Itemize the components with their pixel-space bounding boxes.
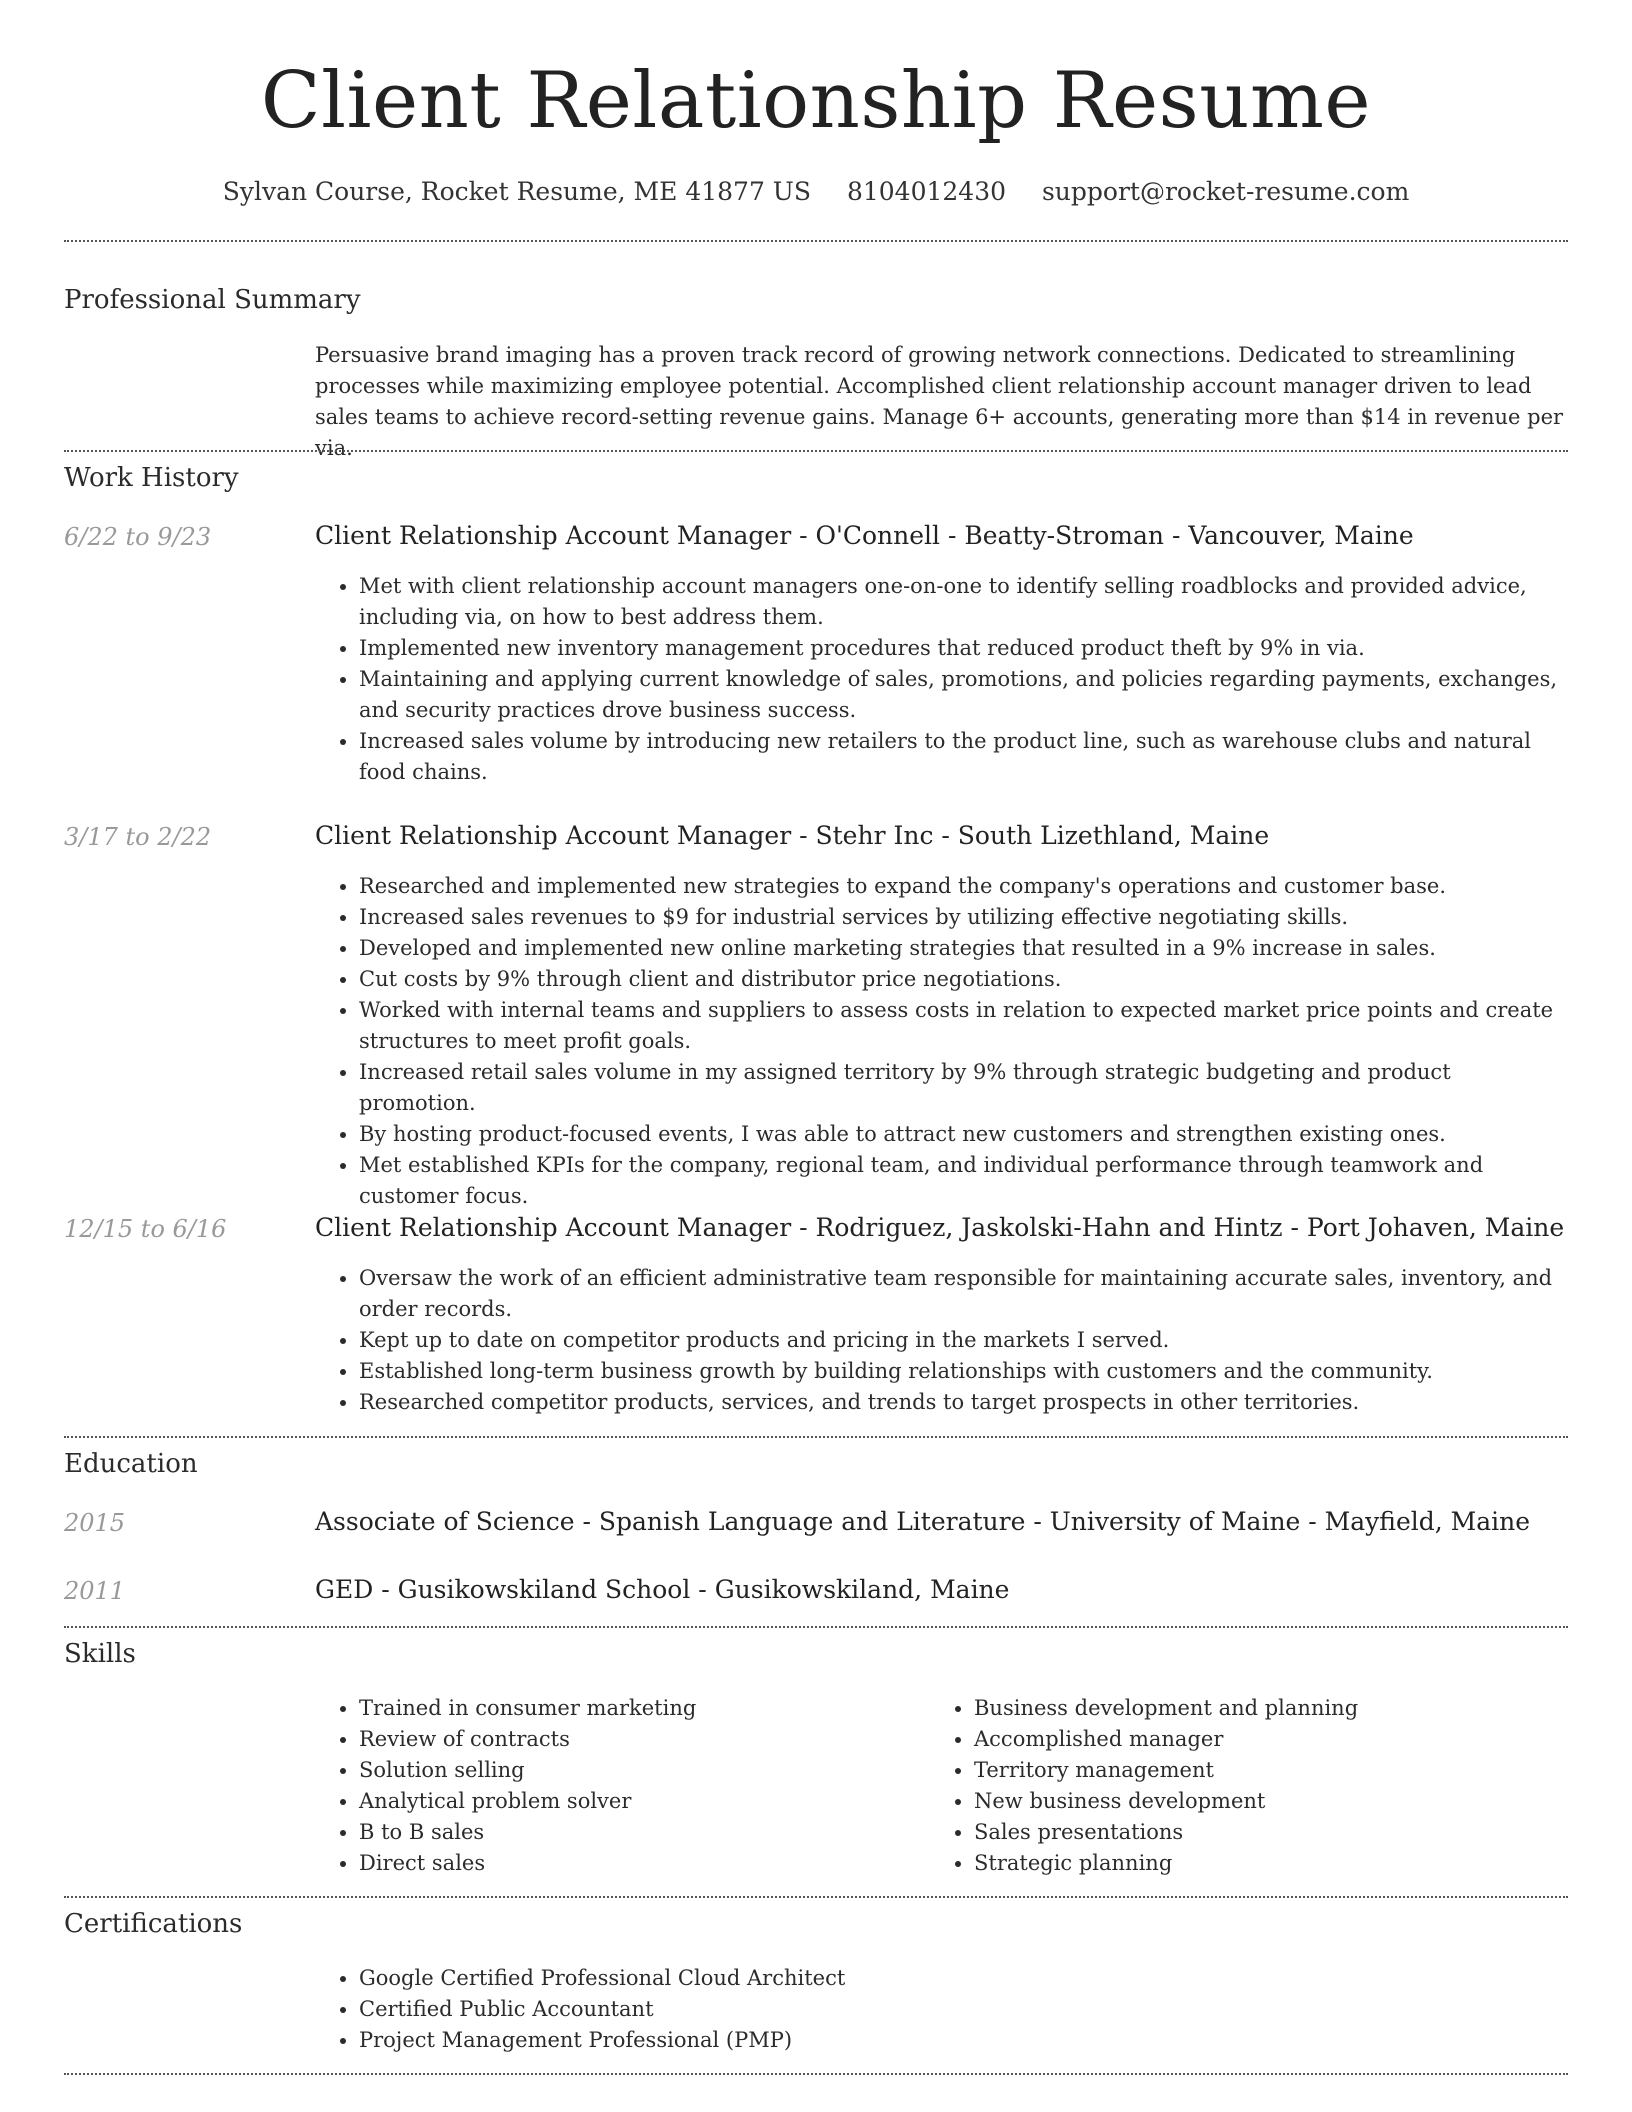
- job-bullets: [315, 1263, 1568, 1418]
- resume-page: [64, 0, 1568, 2052]
- job-bullets: [315, 871, 1568, 1212]
- list-item: • Strategic planning: [974, 1848, 1568, 1879]
- education-year: 2011: [64, 1577, 126, 1605]
- list-item: • Oversaw the work of an efficient administrative team responsible for maintaining accurate sales, inventory, and order records.: [359, 1263, 1568, 1325]
- job-title: Client Relationship Account Manager - O'Connell - Beatty-Stroman - Vancouver, Maine: [315, 521, 1414, 550]
- job-dates: 3/17 to 2/22: [64, 823, 212, 851]
- section-heading-summary: Professional Summary: [64, 285, 361, 315]
- list-item: • Implemented new inventory management procedures that reduced product theft by 9% in via.: [359, 633, 1568, 664]
- contact-email: support@rocket-resume.com: [1041, 177, 1410, 206]
- job-bullets: [315, 571, 1568, 788]
- list-item: • Solution selling: [359, 1755, 929, 1786]
- list-item: • Google Certified Professional Cloud Architect: [359, 1963, 1568, 1994]
- list-item: • Project Management Professional (PMP): [359, 2025, 1568, 2056]
- list-item: • Review of contracts: [359, 1724, 929, 1755]
- skills-list-left: [315, 1693, 929, 1879]
- summary-text: Persuasive brand imaging has a proven track record of growing network connections. Dedicated to streamlining processes while maximizing employee potential. Accomplished client relationship account manager driven to lead sales teams to achieve record-setting revenue gains. Manage 6+ accounts, generating more than $14 in revenue per via.: [315, 343, 1564, 460]
- certifications-list: [315, 1963, 1568, 2056]
- divider: [64, 1626, 1568, 1628]
- job-title: Client Relationship Account Manager - Stehr Inc - South Lizethland, Maine: [315, 821, 1270, 850]
- list-item: • Certified Public Accountant: [359, 1994, 1568, 2025]
- list-item: • Increased sales revenues to $9 for industrial services by utilizing effective negotiating skills.: [359, 902, 1568, 933]
- list-item: • Business development and planning: [974, 1693, 1568, 1724]
- education-entry: Associate of Science - Spanish Language and Literature - University of Maine - Mayfield, Maine: [315, 1507, 1531, 1536]
- list-item: • New business development: [974, 1786, 1568, 1817]
- contact-line: [64, 174, 1568, 210]
- list-item: • By hosting product-focused events, I was able to attract new customers and strengthen existing ones.: [359, 1119, 1568, 1150]
- list-item: • Researched competitor products, services, and trends to target prospects in other territories.: [359, 1387, 1568, 1418]
- contact-phone: 8104012430: [846, 177, 1007, 206]
- list-item: • Accomplished manager: [974, 1724, 1568, 1755]
- job-title: Client Relationship Account Manager - Rodriguez, Jaskolski-Hahn and Hintz - Port Johaven, Maine: [315, 1213, 1565, 1242]
- list-item: • Kept up to date on competitor products and pricing in the markets I served.: [359, 1325, 1568, 1356]
- education-year: 2015: [64, 1509, 126, 1537]
- job-dates: 6/22 to 9/23: [64, 523, 212, 551]
- list-item: • Increased retail sales volume in my assigned territory by 9% through strategic budgeting and product promotion.: [359, 1057, 1568, 1119]
- skills-list-right: [930, 1693, 1568, 1879]
- list-item: • Met established KPIs for the company, regional team, and individual performance through teamwork and customer focus.: [359, 1150, 1568, 1212]
- job-dates: 12/15 to 6/16: [64, 1215, 227, 1243]
- section-heading-certifications: Certifications: [64, 1909, 243, 1939]
- list-item: • Met with client relationship account managers one-on-one to identify selling roadblocks and provided advice, including via, on how to best address them.: [359, 571, 1568, 633]
- list-item: • Cut costs by 9% through client and distributor price negotiations.: [359, 964, 1568, 995]
- list-item: • Established long-term business growth by building relationships with customers and the community.: [359, 1356, 1568, 1387]
- list-item: • Analytical problem solver: [359, 1786, 929, 1817]
- divider: [64, 1436, 1568, 1438]
- list-item: • Territory management: [974, 1755, 1568, 1786]
- section-heading-work: Work History: [64, 463, 239, 493]
- list-item: • Sales presentations: [974, 1817, 1568, 1848]
- divider: [64, 1896, 1568, 1898]
- list-item: • Researched and implemented new strategies to expand the company's operations and customer base.: [359, 871, 1568, 902]
- list-item: • Maintaining and applying current knowledge of sales, promotions, and policies regarding payments, exchanges, and security practices drove business success.: [359, 664, 1568, 726]
- list-item: • Worked with internal teams and suppliers to assess costs in relation to expected market price points and create structures to meet profit goals.: [359, 995, 1568, 1057]
- divider: [64, 240, 1568, 242]
- list-item: • Trained in consumer marketing: [359, 1693, 929, 1724]
- list-item: • Developed and implemented new online marketing strategies that resulted in a 9% increase in sales.: [359, 933, 1568, 964]
- education-entry: GED - Gusikowskiland School - Gusikowskiland, Maine: [315, 1575, 1010, 1604]
- divider: [64, 450, 1568, 452]
- divider: [64, 2073, 1568, 2075]
- section-heading-education: Education: [64, 1449, 198, 1479]
- list-item: • Increased sales volume by introducing new retailers to the product line, such as warehouse clubs and natural food chains.: [359, 726, 1568, 788]
- section-heading-skills: Skills: [64, 1639, 136, 1669]
- list-item: • Direct sales: [359, 1848, 929, 1879]
- page-title: Client Relationship Resume: [260, 56, 1372, 146]
- list-item: • B to B sales: [359, 1817, 929, 1848]
- contact-address: Sylvan Course, Rocket Resume, ME 41877 US: [222, 177, 811, 206]
